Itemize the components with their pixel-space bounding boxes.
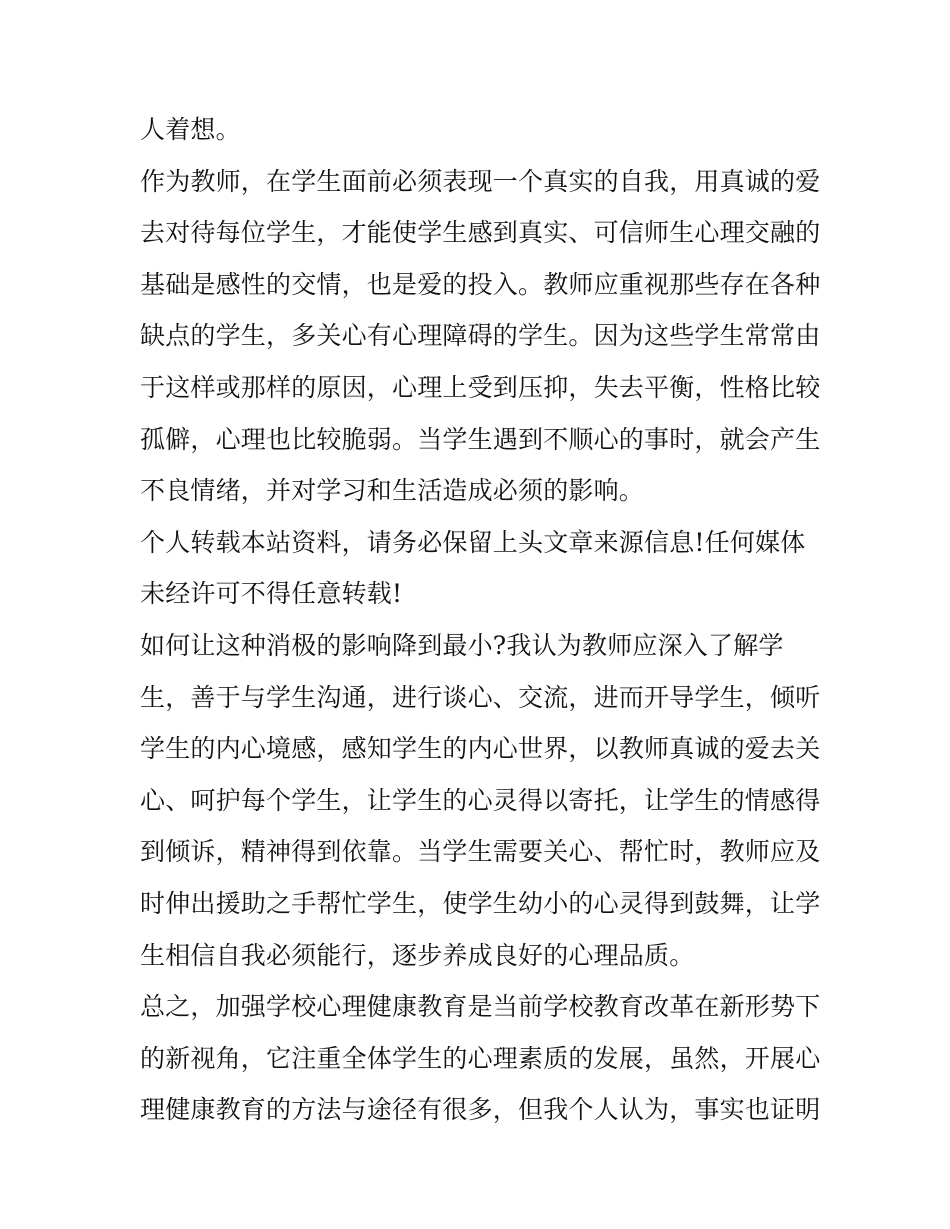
text-line: 心、呵护每个学生，让学生的心灵得以寄托，让学生的情感得: [140, 785, 821, 815]
text-line: 于这样或那样的原因，心理上受到压抑，失去平衡，性格比较: [140, 372, 821, 402]
text-line: 人着想。: [140, 115, 241, 144]
text-line: 个人转载本站资料，请务必保留上头文章来源信息!任何媒体: [140, 527, 806, 557]
text-line: 到倾诉，精神得到依靠。当学生需要关心、帮忙时，教师应及: [140, 837, 821, 867]
text-line: 缺点的学生，多关心有心理障碍的学生。因为这些学生常常由: [140, 321, 821, 351]
text-line: 生相信自我必须能行，逐步养成良好的心理品质。: [140, 940, 695, 970]
text-line: 作为教师，在学生面前必须表现一个真实的自我，用真诚的爱: [140, 166, 821, 196]
text-line: 基础是感性的交情，也是爱的投入。教师应重视那些存在各种: [140, 269, 821, 299]
text-line: 总之，加强学校心理健康教育是当前学校教育改革在新形势下: [140, 992, 821, 1022]
text-line: 时伸出援助之手帮忙学生，使学生幼小的心灵得到鼓舞，让学: [140, 888, 821, 918]
text-line: 未经许可不得任意转载!: [140, 579, 403, 609]
text-line: 学生的内心境感，感知学生的内心世界，以教师真诚的爱去关: [140, 734, 821, 764]
text-line: 的新视角，它注重全体学生的心理素质的发展，虽然，开展心: [140, 1043, 821, 1073]
document-body: [140, 104, 840, 1136]
text-line: 如何让这种消极的影响降到最小?我认为教师应深入了解学: [140, 630, 784, 660]
text-line: 理健康教育的方法与途径有很多，但我个人认为，事实也证明: [140, 1095, 821, 1125]
text-line: 去对待每位学生，才能使学生感到真实、可信师生心理交融的: [140, 218, 821, 248]
text-line: 孤僻，心理也比较脆弱。当学生遇到不顺心的事时，就会产生: [140, 424, 821, 454]
text-line: 不良情绪，并对学习和生活造成必须的影响。: [140, 476, 645, 506]
text-line: 生，善于与学生沟通，进行谈心、交流，进而开导学生，倾听: [140, 682, 821, 712]
